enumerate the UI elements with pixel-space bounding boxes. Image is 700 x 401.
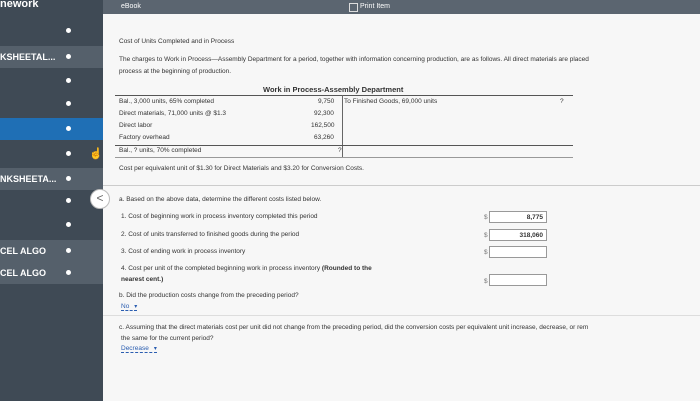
- row-value: 63,260: [314, 134, 334, 141]
- row-value: 92,300: [314, 110, 334, 117]
- status-dot-icon: [66, 28, 71, 33]
- sidebar-row[interactable]: [0, 145, 103, 163]
- sidebar-item-4[interactable]: [0, 240, 103, 262]
- brand-label: nework: [0, 0, 39, 10]
- question-3: 3. Cost of ending work in process inventory: [121, 248, 246, 255]
- row-label: Bal., 3,000 units, 65% completed: [119, 98, 215, 105]
- status-dot-icon: [66, 270, 71, 275]
- answer-2-input[interactable]: 318,060: [489, 229, 547, 241]
- question-4-text: 4. Cost per unit of the completed beginning work in process inventory: [121, 265, 321, 272]
- cost-note: Cost per equivalent unit of $1.30 for Direct Materials and $3.20 for Conversion Costs.: [119, 165, 364, 172]
- ebook-link[interactable]: eBook: [121, 3, 141, 10]
- status-dot-icon: [66, 198, 71, 203]
- sidebar-row[interactable]: [0, 20, 103, 38]
- problem-title: Cost of Units Completed and in Process: [119, 38, 235, 45]
- table-bottom-rule: [115, 157, 573, 158]
- intro-text: The charges to Work in Process—Assembly Department for a period, together with information concerning production, are as follows. All direct materials are placed: [119, 56, 589, 63]
- section-divider: [103, 185, 700, 186]
- print-item-link[interactable]: Print Item: [360, 3, 390, 10]
- sidebar-row[interactable]: [0, 192, 103, 210]
- table-top-rule: [115, 95, 573, 96]
- t-account-divider: [342, 95, 343, 157]
- row-value: 9,750: [318, 98, 335, 105]
- status-dot-icon: [66, 248, 71, 253]
- top-toolbar: [103, 0, 700, 14]
- answer-4-input[interactable]: [489, 274, 547, 286]
- row-label: Factory overhead: [119, 134, 170, 141]
- hand-cursor-icon: ☝: [89, 148, 103, 160]
- sidebar-item-label: CEL ALGO: [0, 246, 47, 256]
- sidebar-item-2[interactable]: [0, 118, 103, 140]
- row-label: Bal., ? units, 70% completed: [119, 147, 202, 154]
- status-dot-icon: [66, 176, 71, 181]
- credit-value: ?: [560, 98, 564, 105]
- sidebar-row[interactable]: [0, 216, 103, 234]
- sidebar: [0, 0, 103, 401]
- intro-text-2: process at the beginning of production.: [119, 68, 232, 75]
- print-icon[interactable]: [349, 3, 358, 12]
- sidebar-item-3[interactable]: [0, 168, 103, 190]
- row-value: 162,500: [311, 122, 335, 129]
- row-label: Direct labor: [119, 122, 153, 129]
- status-dot-icon: [66, 151, 71, 156]
- dollar-sign: $: [484, 232, 488, 239]
- dollar-sign: $: [484, 278, 488, 285]
- account-heading: Work in Process-Assembly Department: [263, 85, 404, 94]
- sidebar-item-1[interactable]: [0, 46, 103, 68]
- row-value: ?: [338, 147, 342, 154]
- sidebar-item-label: CEL ALGO: [0, 268, 47, 278]
- status-dot-icon: [66, 222, 71, 227]
- question-4-rounding-cont: nearest cent.): [121, 276, 164, 283]
- section-divider: [103, 315, 700, 316]
- status-dot-icon: [66, 101, 71, 106]
- sidebar-row[interactable]: [0, 95, 103, 113]
- table-mid-rule: [115, 145, 573, 146]
- sidebar-item-label: KSHEETAL...: [0, 52, 56, 62]
- question-4-rounding: (Rounded to the: [321, 265, 372, 272]
- dollar-sign: $: [484, 214, 488, 221]
- answer-3-input[interactable]: [489, 246, 547, 258]
- back-button[interactable]: <: [90, 189, 110, 209]
- row-label: Direct materials, 71,000 units @ $1.3: [119, 110, 227, 117]
- part-c-question-cont: the same for the current period?: [121, 335, 214, 342]
- status-dot-icon: [66, 54, 71, 59]
- question-4: [121, 265, 372, 272]
- question-1: 1. Cost of beginning work in process inventory completed this period: [121, 213, 318, 220]
- answer-1-input[interactable]: 8,775: [489, 211, 547, 223]
- question-2: 2. Cost of units transferred to finished goods during the period: [121, 231, 300, 238]
- part-b-select[interactable]: No ▾: [121, 303, 137, 311]
- sidebar-item-label: NKSHEETA...: [0, 174, 57, 184]
- credit-label: To Finished Goods, 69,000 units: [344, 98, 438, 105]
- sidebar-row[interactable]: [0, 72, 103, 90]
- sidebar-item-5[interactable]: [0, 262, 103, 284]
- part-b-question: b. Did the production costs change from the preceding period?: [119, 292, 299, 299]
- status-dot-icon: [66, 78, 71, 83]
- part-c-question: c. Assuming that the direct materials cost per unit did not change from the preceding period, did the conversion costs per equivalent unit increase, decrease, or rem: [119, 324, 589, 331]
- status-dot-icon: [66, 126, 71, 131]
- part-a-intro: a. Based on the above data, determine the different costs listed below.: [119, 196, 322, 203]
- part-c-select[interactable]: Decrease ▾: [121, 345, 157, 353]
- dollar-sign: $: [484, 249, 488, 256]
